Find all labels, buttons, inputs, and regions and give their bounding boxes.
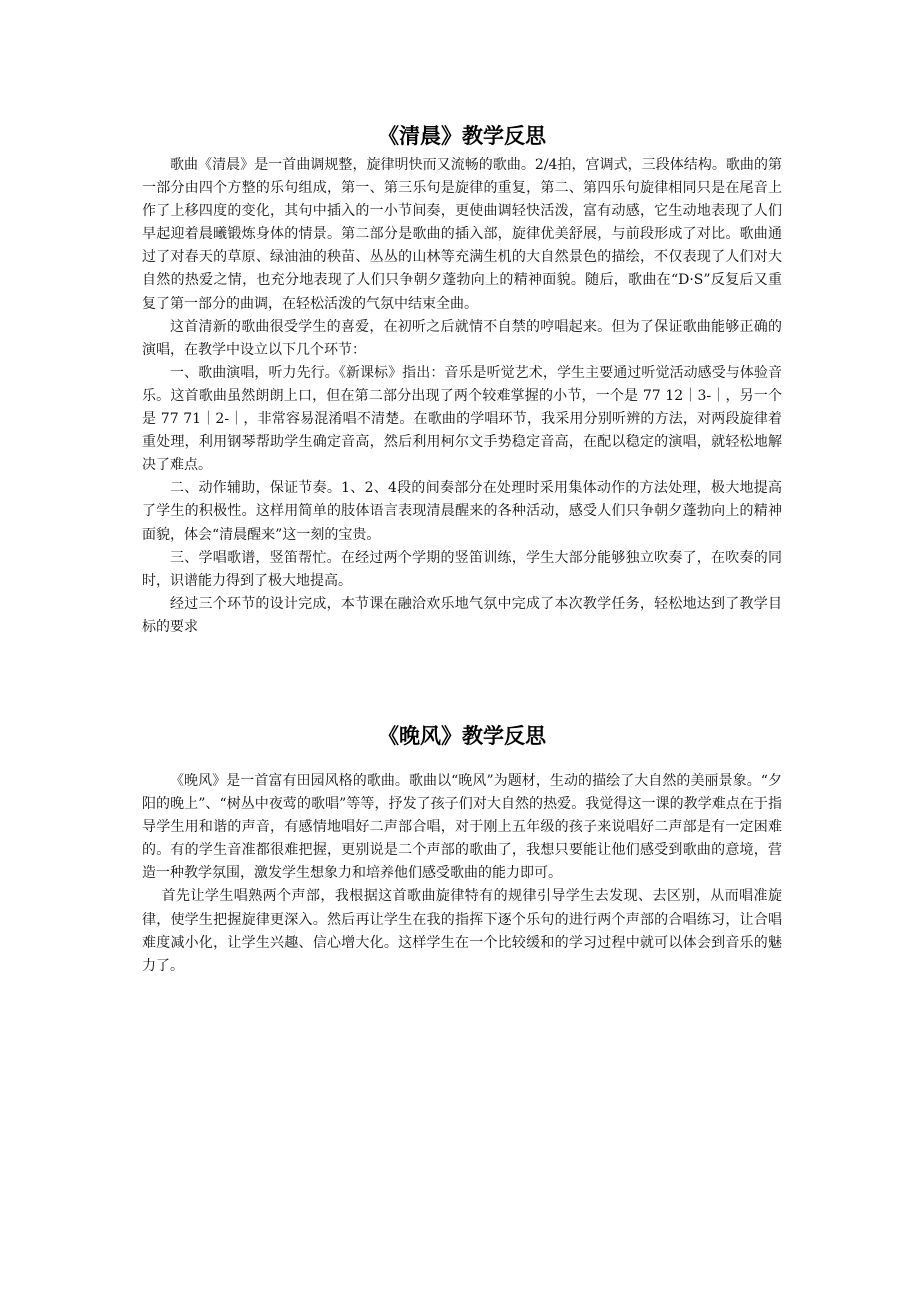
- article-paragraph: 三、学唱歌谱，竖笛帮忙。在经过两个学期的竖笛训练，学生大部分能够独立吹奏了，在吹奏的同时，识谱能力得到了极大地提高。: [142, 549, 782, 589]
- article-wanfeng: [142, 718, 782, 978]
- article-paragraph: 歌曲《清晨》是一首曲调规整，旋律明快而又流畅的歌曲。2/4拍，宫调式，三段体结构。歌曲的第一部分由四个方整的乐句组成，第一、第三乐句是旋律的重复，第二、第四乐句旋律相同只是在尾音上作了上移四度的变化，其句中插入的一小节间奏，更使曲调轻快活泼，富有动感，它生动地表现了人们早起迎着晨曦锻炼身体的情景。第二部分是歌曲的插入部，旋律优美舒展，与前段形成了对比。歌曲通过了对春天的草原、绿油油的秧苗、丛丛的山林等充满生机的大自然景色的描绘，不仅表现了人们对大自然的热爱之情，也充分地表现了人们只争朝夕蓬勃向上的精神面貌。随后，歌曲在“D·S”反复后又重复了第一部分的曲调，在轻松活泼的气氛中结束全曲。: [142, 157, 782, 312]
- article-paragraph: 经过三个环节的设计完成，本节课在融洽欢乐地气氛中完成了本次教学任务，轻松地达到了教学目标的要求: [142, 595, 782, 635]
- article-title: 《晚风》教学反思: [378, 723, 546, 748]
- article-qingchen: [142, 118, 782, 639]
- article-paragraph: 一、歌曲演唱，听力先行。《新课标》指出：音乐是听觉艺术，学生主要通过听觉活动感受与体验音乐。这首歌曲虽然朗朗上口，但在第二部分出现了两个较难掌握的小节，一个是 77 12｜3-｜，另一个是 77 71｜2-｜，非常容易混淆唱不清楚。在歌曲的学唱环节，我采用分别听辨的方法，对两段旋律着重处理，利用钢琴帮助学生确定音高，然后利用柯尔文手势稳定音高，在配以稳定的演唱，就轻松地解决了难点。: [142, 364, 782, 474]
- article-paragraph: 这首清新的歌曲很受学生的喜爱，在初听之后就情不自禁的哼唱起来。但为了保证歌曲能够正确的演唱，在教学中设立以下几个环节：: [142, 318, 782, 358]
- article-title: 《清晨》教学反思: [378, 123, 546, 148]
- article-paragraph: 二、动作辅助，保证节奏。1、2、4段的间奏部分在处理时采用集体动作的方法处理，极大地提高了学生的积极性。这样用简单的肢体语言表现清晨醒来的各种活动，感受人们只争朝夕蓬勃向上的精神面貌，体会“清晨醒来”这一刻的宝贵。: [142, 480, 782, 543]
- article-paragraph: 《晚风》是一首富有田园风格的歌曲。歌曲以“晚风”为题材，生动的描绘了大自然的美丽景象。“夕阳的晚上”、“树丛中夜莺的歌唱”等等，抒发了孩子们对大自然的热爱。我觉得这一课的教学难点在于指导学生用和谐的声音，有感情地唱好二声部合唱，对于刚上五年级的孩子来说唱好二声部是有一定困难的。有的学生音准都很难把握，更别说是二个声部的歌曲了，我想只要能让他们感受到歌曲的意境，营造一种教学氛围，激发学生想象力和培养他们感受歌曲的能力即可。: [142, 773, 782, 882]
- article-paragraph: 首先让学生唱熟两个声部，我根据这首歌曲旋律特有的规律引导学生去发现、去区别，从而唱准旋律，使学生把握旋律更深入。然后再让学生在我的指挥下逐个乐句的进行两个声部的合唱练习，让合唱难度减小化，让学生兴趣、信心增大化。这样学生在一个比较缓和的学习过程中就可以体会到音乐的魅力了。: [142, 888, 782, 974]
